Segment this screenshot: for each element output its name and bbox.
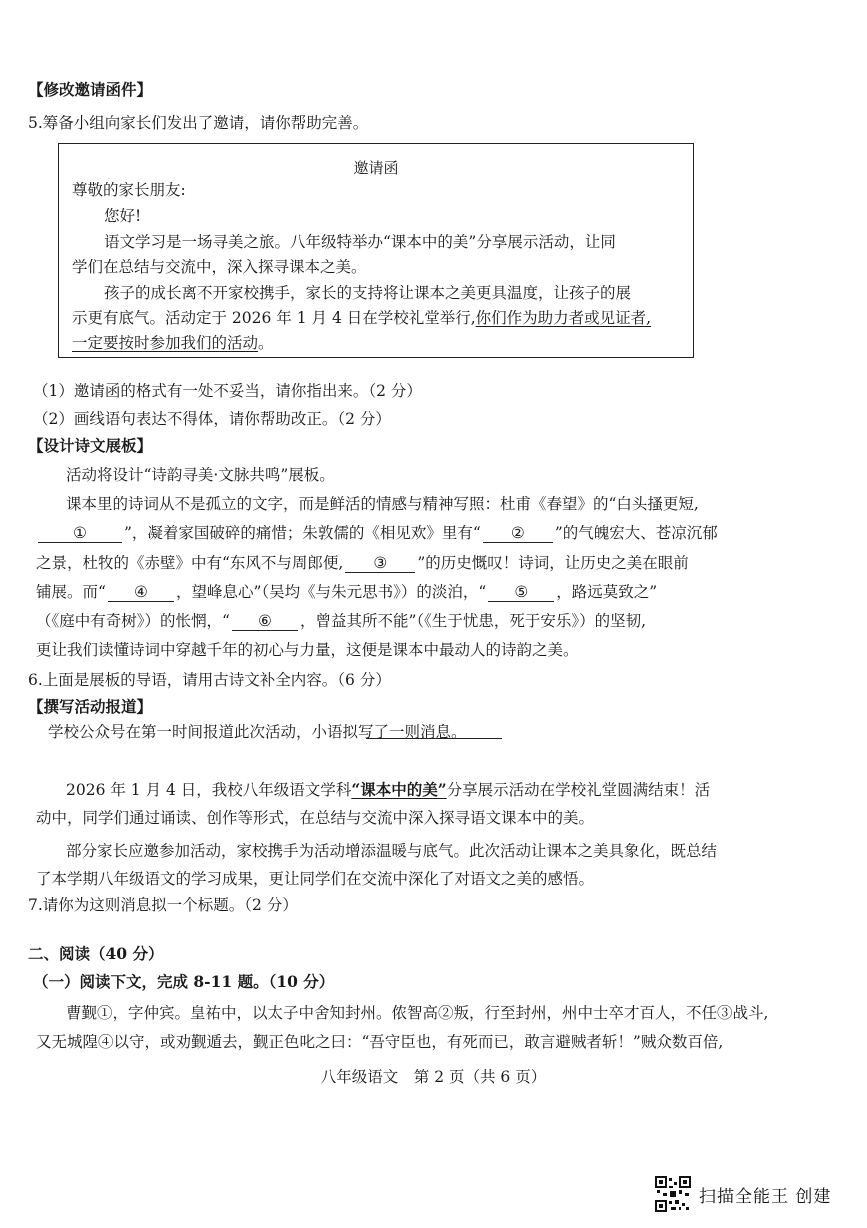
qr-code-icon [655, 1176, 691, 1212]
poster-line-6: 更让我们读懂诗词中穿越千年的初心与力量，这便是课本中最动人的诗韵之美。 [36, 641, 579, 659]
poster-line-5-text-b: ，曾益其所不能”（《生于忧患，死于安乐》）的坚韧, [299, 612, 647, 630]
poster-line-4-text-c: ，路远莫致之” [556, 583, 658, 601]
passage-line-2: 又无城隍④以守，或劝觐遁去，觐正色叱之曰：“吾守臣也，有死而已，敢言避贼者斩！”贼众数百倍, [36, 1033, 724, 1051]
poster-line-4 [36, 582, 657, 602]
invitation-para2-line2 [72, 308, 651, 328]
underlined-sentence-part1: 你们作为助力者或见证者, [475, 309, 652, 327]
poster-line-4-text-a: 铺展。而“ [36, 583, 106, 601]
poster-line-2 [36, 523, 718, 543]
sentence-end-mark: 。 [258, 334, 274, 352]
title-answer-line [366, 738, 502, 739]
page-footer: 八年级语文 第 2 页（共 6 页） [320, 1068, 547, 1086]
scanner-watermark [655, 1175, 831, 1213]
section-heading-reading: 二、阅读（40 分） [28, 944, 164, 963]
news-line-1-text-b: 分享展示活动在学校礼堂圆满结束！活 [446, 781, 711, 799]
invitation-para2-line1: 孩子的成长离不开家校携手，家长的支持将让课本之美更具温度，让孩子的展 [104, 284, 632, 302]
news-line-1 [66, 780, 710, 800]
news-line-2: 动中，同学们通过诵读、创作等形式，在总结与交流中深入探寻语文课本中的美。 [36, 809, 595, 827]
passage-line-1: 曹觐①，字仲宾。皇祐中，以太子中舍知封州。侬智高②叛，行至封州，州中士卒才百人，不任③战斗, [66, 1004, 769, 1022]
poster-line-3 [36, 553, 689, 573]
blank-6: ⑥ [232, 613, 298, 631]
report-intro: 学校公众号在第一时间报道此次活动，小语拟写了一则消息。 [48, 723, 467, 741]
invitation-title: 邀请函 [353, 159, 399, 177]
question-7-prompt: 7.请你为这则消息拟一个标题。（2 分） [28, 896, 298, 914]
poster-line-2-text-a: ”，凝着家国破碎的痛惜；朱敦儒的《相见欢》里有“ [124, 524, 481, 542]
invitation-para1-line1: 语文学习是一场寻美之旅。八年级特举办“课本中的美”分享展示活动，让同 [104, 233, 616, 251]
poster-line-4-text-b: ，望峰息心”（吴均《与朱元思书》）的淡泊，“ [175, 583, 487, 601]
poster-line-3-text-b: ”的历史慨叹！诗词，让历史之美在眼前 [417, 554, 689, 572]
section-heading-modify-invite: 【修改邀请函件】 [28, 80, 153, 99]
poster-intro: 活动将设计“诗韵寻美·文脉共鸣”展板。 [66, 466, 335, 484]
watermark-text: 扫描全能王 创建 [699, 1186, 832, 1207]
section-heading-poster: 【设计诗文展板】 [28, 436, 153, 455]
poster-line-5 [36, 611, 646, 631]
blank-4: ④ [108, 584, 174, 602]
blank-5: ⑤ [488, 584, 554, 602]
poster-line-3-text-a: 之景，杜牧的《赤壁》中有“东风不与周郎便, [36, 554, 344, 572]
invitation-greeting: 您好! [104, 207, 142, 225]
poster-line-1: 课本里的诗词从不是孤立的文字，而是鲜活的情感与精神写照：杜甫《春望》的“白头搔更短, [66, 495, 699, 513]
news-line-1-text-a: 2026 年 1 月 4 日，我校八年级语文学科 [66, 781, 352, 799]
blank-3: ③ [345, 555, 415, 573]
question-5-sub-2: （2）画线语句表达不得体，请你帮助改正。（2 分） [33, 410, 391, 428]
news-line-3: 部分家长应邀参加活动，家校携手为活动增添温暖与底气。此次活动让课本之美具象化，既总结 [66, 842, 718, 860]
blank-2: ② [483, 525, 553, 543]
question-5-prompt: 5.筹备小组向家长们发出了邀请，请你帮助完善。 [28, 114, 369, 132]
poster-line-5-text-a: （《庭中有奇树》）的怅惘，“ [36, 612, 230, 630]
underlined-sentence-part2: 一定要按时参加我们的活动 [72, 334, 259, 352]
news-line-4: 了本学期八年级语文的学习成果，更让同学们在交流中深化了对语文之美的感悟。 [36, 870, 595, 888]
poster-line-2-text-b: ”的气魄宏大、苍凉沉郁 [554, 524, 718, 542]
question-6-prompt: 6.上面是展板的导语，请用古诗文补全内容。（6 分） [28, 671, 391, 689]
question-5-sub-1: （1）邀请函的格式有一处不妥当，请你指出来。（2 分） [33, 382, 422, 400]
invitation-para2-line3 [72, 333, 274, 353]
invitation-para1-line2: 学们在总结与交流中，深入探寻课本之美。 [72, 258, 367, 276]
reading-subheading: （一）阅读下文，完成 8-11 题。（10 分） [33, 972, 335, 991]
blank-1: ① [38, 525, 122, 543]
news-activity-name: “课本中的美” [351, 780, 447, 799]
invitation-salutation: 尊敬的家长朋友: [72, 181, 186, 199]
section-heading-report: 【撰写活动报道】 [28, 697, 153, 716]
invitation-para2-line2-text: 示更有底气。活动定于 2026 年 1 月 4 日在学校礼堂举行, [72, 309, 476, 327]
